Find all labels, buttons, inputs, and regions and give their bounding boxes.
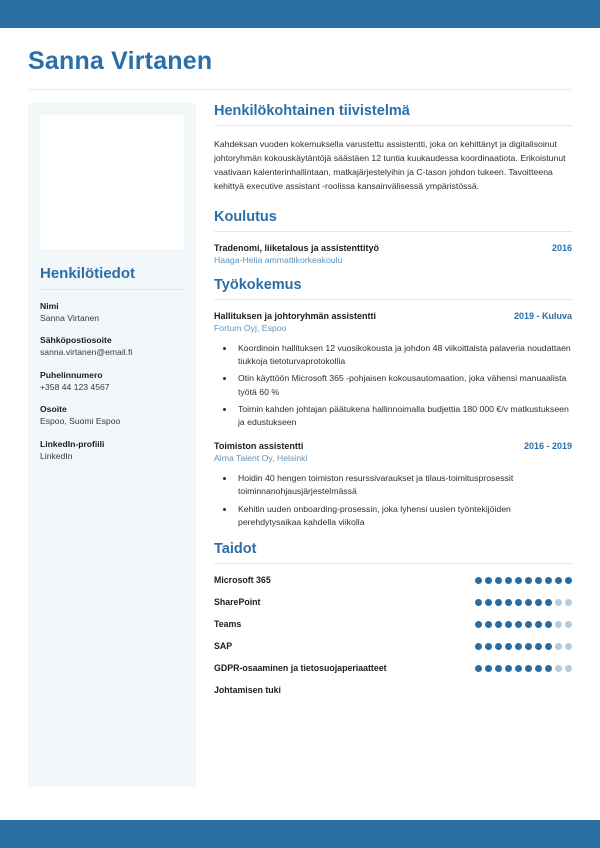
skill-dot-filled [495,599,502,606]
skill-dot-filled [475,621,482,628]
entry-title: Hallituksen ja johtoryhmän assistentti [214,310,377,321]
bullet-item: • Koordinoin hallituksen 12 vuosikokousta ja johdon 48 viikoittaista palaveria noudattaen tiukkoja tietoturvaprotokollia [235,342,572,368]
education-entries [214,243,572,265]
contact-field-value: +358 44 123 4567 [40,381,110,392]
entry-bullets [214,472,572,529]
skill-name: SharePoint [214,597,261,608]
entry-title: Toimiston assistentti [214,441,304,452]
contact-field-value: Espoo, Suomi Espoo [40,416,121,427]
skill-rows [214,575,572,695]
skill-dot-filled [495,621,502,628]
skill-row [214,641,572,651]
skill-level-dots [475,577,572,584]
skill-dot-filled [505,621,512,628]
skill-name: GDPR-osaaminen ja tietosuojaperiaatteet [214,663,387,674]
skill-row [214,619,572,629]
skill-dot-filled [565,577,572,584]
entry-title: Tradenomi, liiketalous ja assistenttityö [214,242,380,253]
bullet-item: • Toimin kahden johtajan päätukena hallinnoimalla budjettia 180 000 €/v matkustukseen ja edustukseen [235,403,572,429]
header-divider [28,89,572,90]
skill-dot-empty [565,665,572,672]
skill-dot-filled [475,577,482,584]
bullet-item: • Kehitin uuden onboarding-prosessin, joka lyhensi uusien työntekijöiden perehdytysaikaa kahdella viikolla [235,503,572,529]
skill-level-dots [475,643,572,650]
skill-dot-filled [485,643,492,650]
page-title: Sanna Virtanen [28,47,213,75]
sidebar [28,103,196,786]
header [0,28,600,90]
skill-dot-filled [495,665,502,672]
skills-divider [214,563,572,564]
entry-header [214,243,572,253]
skill-dot-empty [555,599,562,606]
section-skills [214,541,572,695]
skill-dot-filled [545,665,552,672]
skill-dot-filled [505,643,512,650]
entry-date: 2016 - 2019 [523,441,572,452]
sidebar-divider [40,289,184,290]
summary-divider [214,125,572,126]
skill-dot-filled [515,621,522,628]
contact-field [40,335,184,359]
skill-dot-filled [525,621,532,628]
entry-subtitle: Alma Talent Oy, Helsinki [214,453,308,464]
skill-level-dots [475,665,572,672]
entry-subtitle: Fortum Oyj, Espoo [214,322,287,333]
skill-dot-empty [565,599,572,606]
skill-dot-filled [525,643,532,650]
skill-dot-filled [475,665,482,672]
sidebar-heading: Henkilötiedot [40,264,136,282]
skill-dot-filled [535,621,542,628]
skill-row [214,575,572,585]
skill-dot-filled [555,577,562,584]
skill-dot-filled [545,599,552,606]
skills-title: Taidot [214,541,257,558]
entry-header [214,441,572,451]
entry-date: 2019 - Kuluva [513,310,572,321]
skill-dot-filled [525,599,532,606]
main-column [196,103,572,708]
resume-content [0,28,600,820]
contact-field-label: Puhelinnumero [40,369,103,380]
skill-row [214,597,572,607]
contact-field-label: Nimi [40,300,59,311]
skill-dot-empty [555,665,562,672]
education-title: Koulutus [214,208,277,225]
skill-dot-filled [485,577,492,584]
contact-field [40,301,184,325]
skill-dot-filled [525,577,532,584]
skill-dot-filled [525,665,532,672]
entry-date: 2016 [551,242,572,253]
entry-bullets [214,342,572,429]
skill-dot-empty [555,643,562,650]
skill-dot-filled [505,599,512,606]
entry [214,311,572,429]
section-education [214,209,572,265]
contact-fields [40,301,184,463]
skill-dot-filled [515,577,522,584]
bullet-item: • Hoidin 40 hengen toimiston resurssivaraukset ja tilaus-toimitusprosessit toiminnanohjausjärjestelmässä [235,472,572,498]
entry [214,243,572,265]
summary-title: Henkilökohtainen tiivistelmä [214,102,410,119]
summary-text: Kahdeksan vuoden kokemuksella varustettu assistentti, joka on kehittänyt ja digitalisoinut johtoryhmän kokouskäytäntöjä säästäen 12 tuntia kuukaudessa koordinaatiota. Erikoistunut vaativaan kalenterinhallintaan, matkajärjestelyihin ja C-tason johdon tukeen. Tavoitteena kehittyä executive assistant -roolissa kansainvälisessä ympäristössä. [214,138,566,191]
skill-dot-filled [475,599,482,606]
contact-field-value: sanna.virtanen@email.fi [40,347,133,358]
entry [214,441,572,529]
skill-row [214,685,572,695]
two-column-layout [0,103,600,786]
skill-dot-empty [565,643,572,650]
top-banner [0,0,600,28]
skill-dot-filled [535,599,542,606]
skill-level-dots [475,599,572,606]
skill-dot-filled [485,621,492,628]
skill-dot-filled [495,577,502,584]
skill-dot-empty [555,621,562,628]
skill-dot-filled [505,577,512,584]
experience-title: Työkokemus [214,276,302,293]
skill-dot-empty [565,621,572,628]
contact-field-label: LinkedIn-profiili [40,438,105,449]
contact-field-label: Osoite [40,404,67,415]
skill-dot-filled [485,665,492,672]
profile-photo-placeholder [40,115,184,249]
skill-dot-filled [515,643,522,650]
experience-entries [214,311,572,529]
skill-row [214,663,572,673]
skill-dot-filled [545,643,552,650]
skill-dot-filled [505,665,512,672]
section-summary [214,103,572,193]
skill-name: Teams [214,619,242,630]
skill-dot-filled [515,599,522,606]
contact-field [40,370,184,394]
skill-dot-filled [475,643,482,650]
entry-header [214,311,572,321]
contact-field-label: Sähköpostiosoite [40,335,112,346]
bullet-item: • Otin käyttöön Microsoft 365 -pohjaisen kokousautomaation, joka vähensi manuaalista työtä 60 % [235,372,572,398]
skill-dot-filled [535,643,542,650]
section-experience [214,277,572,529]
skill-name: Microsoft 365 [214,575,271,586]
education-divider [214,231,572,232]
skill-dot-filled [535,577,542,584]
skill-dot-filled [515,665,522,672]
skill-name: SAP [214,641,233,652]
skill-dot-filled [545,577,552,584]
skill-dot-filled [535,665,542,672]
bottom-banner [0,820,600,848]
skill-level-dots [475,621,572,628]
contact-field-value: Sanna Virtanen [40,312,100,323]
skill-dot-filled [495,643,502,650]
experience-divider [214,299,572,300]
contact-field [40,404,184,428]
skill-name: Johtamisen tuki [214,685,281,696]
skill-dot-filled [485,599,492,606]
entry-subtitle: Haaga-Helia ammattikorkeakoulu [214,254,343,265]
skill-dot-filled [545,621,552,628]
contact-field-value: LinkedIn [40,450,73,461]
contact-field [40,439,184,463]
